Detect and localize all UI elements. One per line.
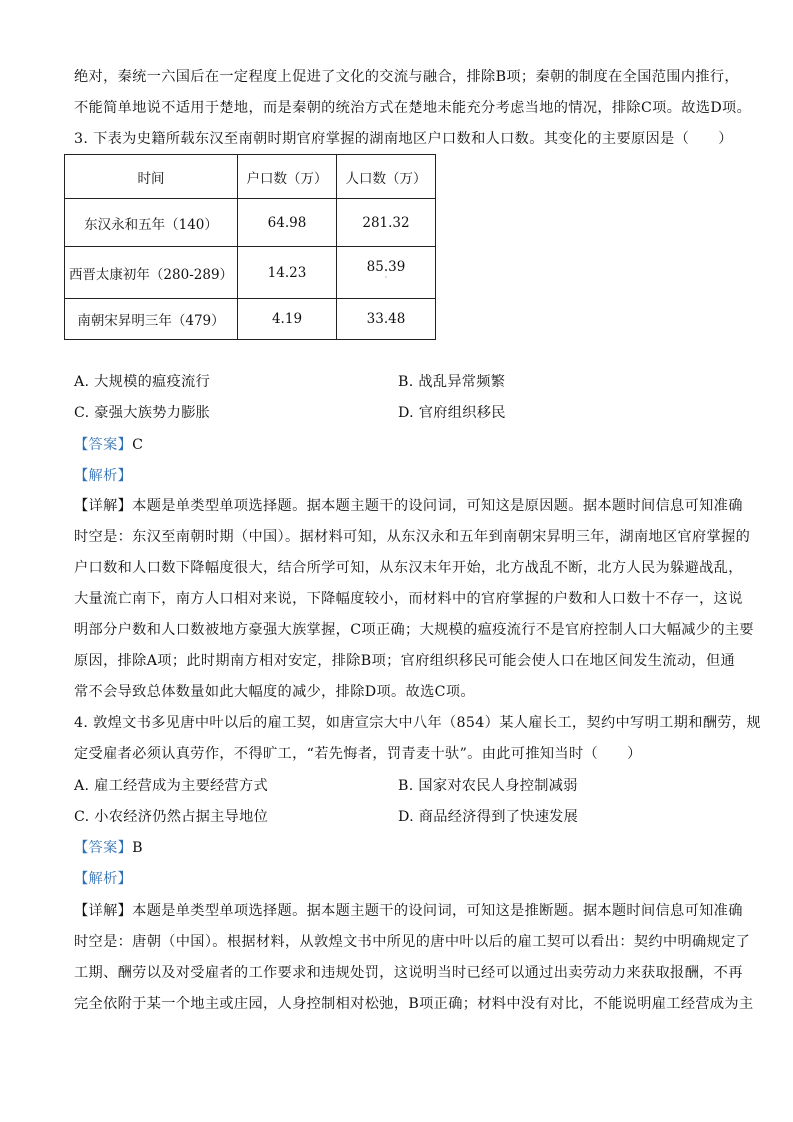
table-cell: 东汉永和五年（140） [65,199,238,247]
table-cell [337,247,436,299]
option-c: C. 小农经济仍然占据主导地位 [74,809,269,825]
question-4-stem: 定受雇者必须认真劳作，不得旷工，“若先悔者，罚青麦十驮”。由此可推知当时（ ） [74,746,642,762]
table-header-cell: 户口数（万） [238,155,337,199]
detail-line: 户口数和人口数下降幅度很大，结合所学可知，从东汉末年开始，北方战乱不断，北方人民为躲避战乱， [74,560,743,576]
detail-tag: 【详解】 [74,903,133,919]
answer-value: C [132,437,144,453]
detail-line [74,901,743,921]
paragraph-line: 不能简单地说不适用于楚地，而是秦朝的统治方式在楚地未能充分考虑当地的情况，排除C项。故选D项。 [74,100,752,116]
table-cell: 西晋太康初年（280-289） [65,247,238,299]
option-c: C. 豪强大族势力膨胀 [74,405,211,421]
table-row [65,247,436,299]
table-cell: 14.23 [238,247,337,299]
option-a: A. 大规模的瘟疫流行 [74,374,211,390]
table-header-cell: 人口数（万） [337,155,436,199]
analysis-tag: 【解析】 [74,468,133,484]
answer-line [74,435,724,455]
option-d: D. 商品经济得到了快速发展 [398,809,579,825]
paragraph-line: 绝对，秦统一六国后在一定程度上促进了文化的交流与融合，排除B项；秦朝的制度在全国范围内推行， [74,69,739,85]
analysis-line [74,466,724,486]
table-row [65,199,436,247]
table-cell: 33.48 [337,299,436,340]
table-cell-value: 85.39 [366,259,406,275]
table-header-cell: 时间 [65,155,238,199]
table-header-row [65,155,436,199]
table-cell: 南朝宋昇明三年（479） [65,299,238,340]
detail-line [74,496,743,516]
detail-line: 时空是：东汉至南朝时期（中国）。据材料可知，从东汉永和五年到南朝宋昇明三年，湖南地区官府掌握的 [74,529,751,545]
detail-line: 大量流亡南下，南方人口相对来说，下降幅度较小，而材料中的官府掌握的户数和人口数十不存一，这说 [74,591,743,607]
table-cell: 64.98 [238,199,337,247]
detail-line: 原因，排除A项；此时期南方相对安定，排除B项；官府组织移民可能会使人口在地区间发生流动，但通 [74,653,736,669]
detail-text: 本题是单类型单项选择题。据本题主题干的设问词，可知这是原因题。据本题时间信息可知准确 [132,498,743,514]
detail-line: 完全依附于某一个地主或庄园，人身控制相对松弛，B项正确；材料中没有对比，不能说明雇工经营成为主 [74,996,754,1012]
detail-line: 时空是：唐朝（中国）。根据材料，从敦煌文书中所见的唐中叶以后的雇工契可以看出：契约中明确规定了 [74,934,751,950]
answer-tag: 【答案】 [74,437,133,453]
detail-line: 工期、酬劳以及对受雇者的工作要求和违规处罚，这说明当时已经可以通过出卖劳动力来获取报酬，不再 [74,965,743,981]
question-3-stem: 3. 下表为史籍所载东汉至南朝时期官府掌握的湖南地区户口数和人口数。其变化的主要原因是（ ） [74,131,733,147]
table-cell: 281.32 [337,199,436,247]
table-row [65,299,436,340]
detail-line: 常不会导致总体数量如此大幅度的减少，排除D项。故选C项。 [74,684,475,700]
option-d: D. 官府组织移民 [398,405,506,421]
question-4-stem: 4. 敦煌文书多见唐中叶以后的雇工契，如唐宣宗大中八年（854）某人雇长工，契约中写明工期和酬劳，规 [74,715,761,731]
option-b: B. 国家对农民人身控制减弱 [398,778,578,794]
speck-mark: · [384,273,388,282]
option-a: A. 雇工经营成为主要经营方式 [74,778,269,794]
population-table [64,154,436,340]
analysis-line [74,869,724,889]
answer-line [74,838,724,858]
answer-value: B [132,840,143,856]
option-b: B. 战乱异常频繁 [398,374,506,390]
detail-text: 本题是单类型单项选择题。据本题主题干的设问词，可知这是推断题。据本题时间信息可知准确 [132,903,743,919]
detail-tag: 【详解】 [74,498,133,514]
answer-tag: 【答案】 [74,840,133,856]
analysis-tag: 【解析】 [74,871,133,887]
detail-line: 明部分户数和人口数被地方豪强大族掌握，C项正确；大规模的瘟疫流行不是官府控制人口大幅减少的主要 [74,622,754,638]
table-cell: 4.19 [238,299,337,340]
